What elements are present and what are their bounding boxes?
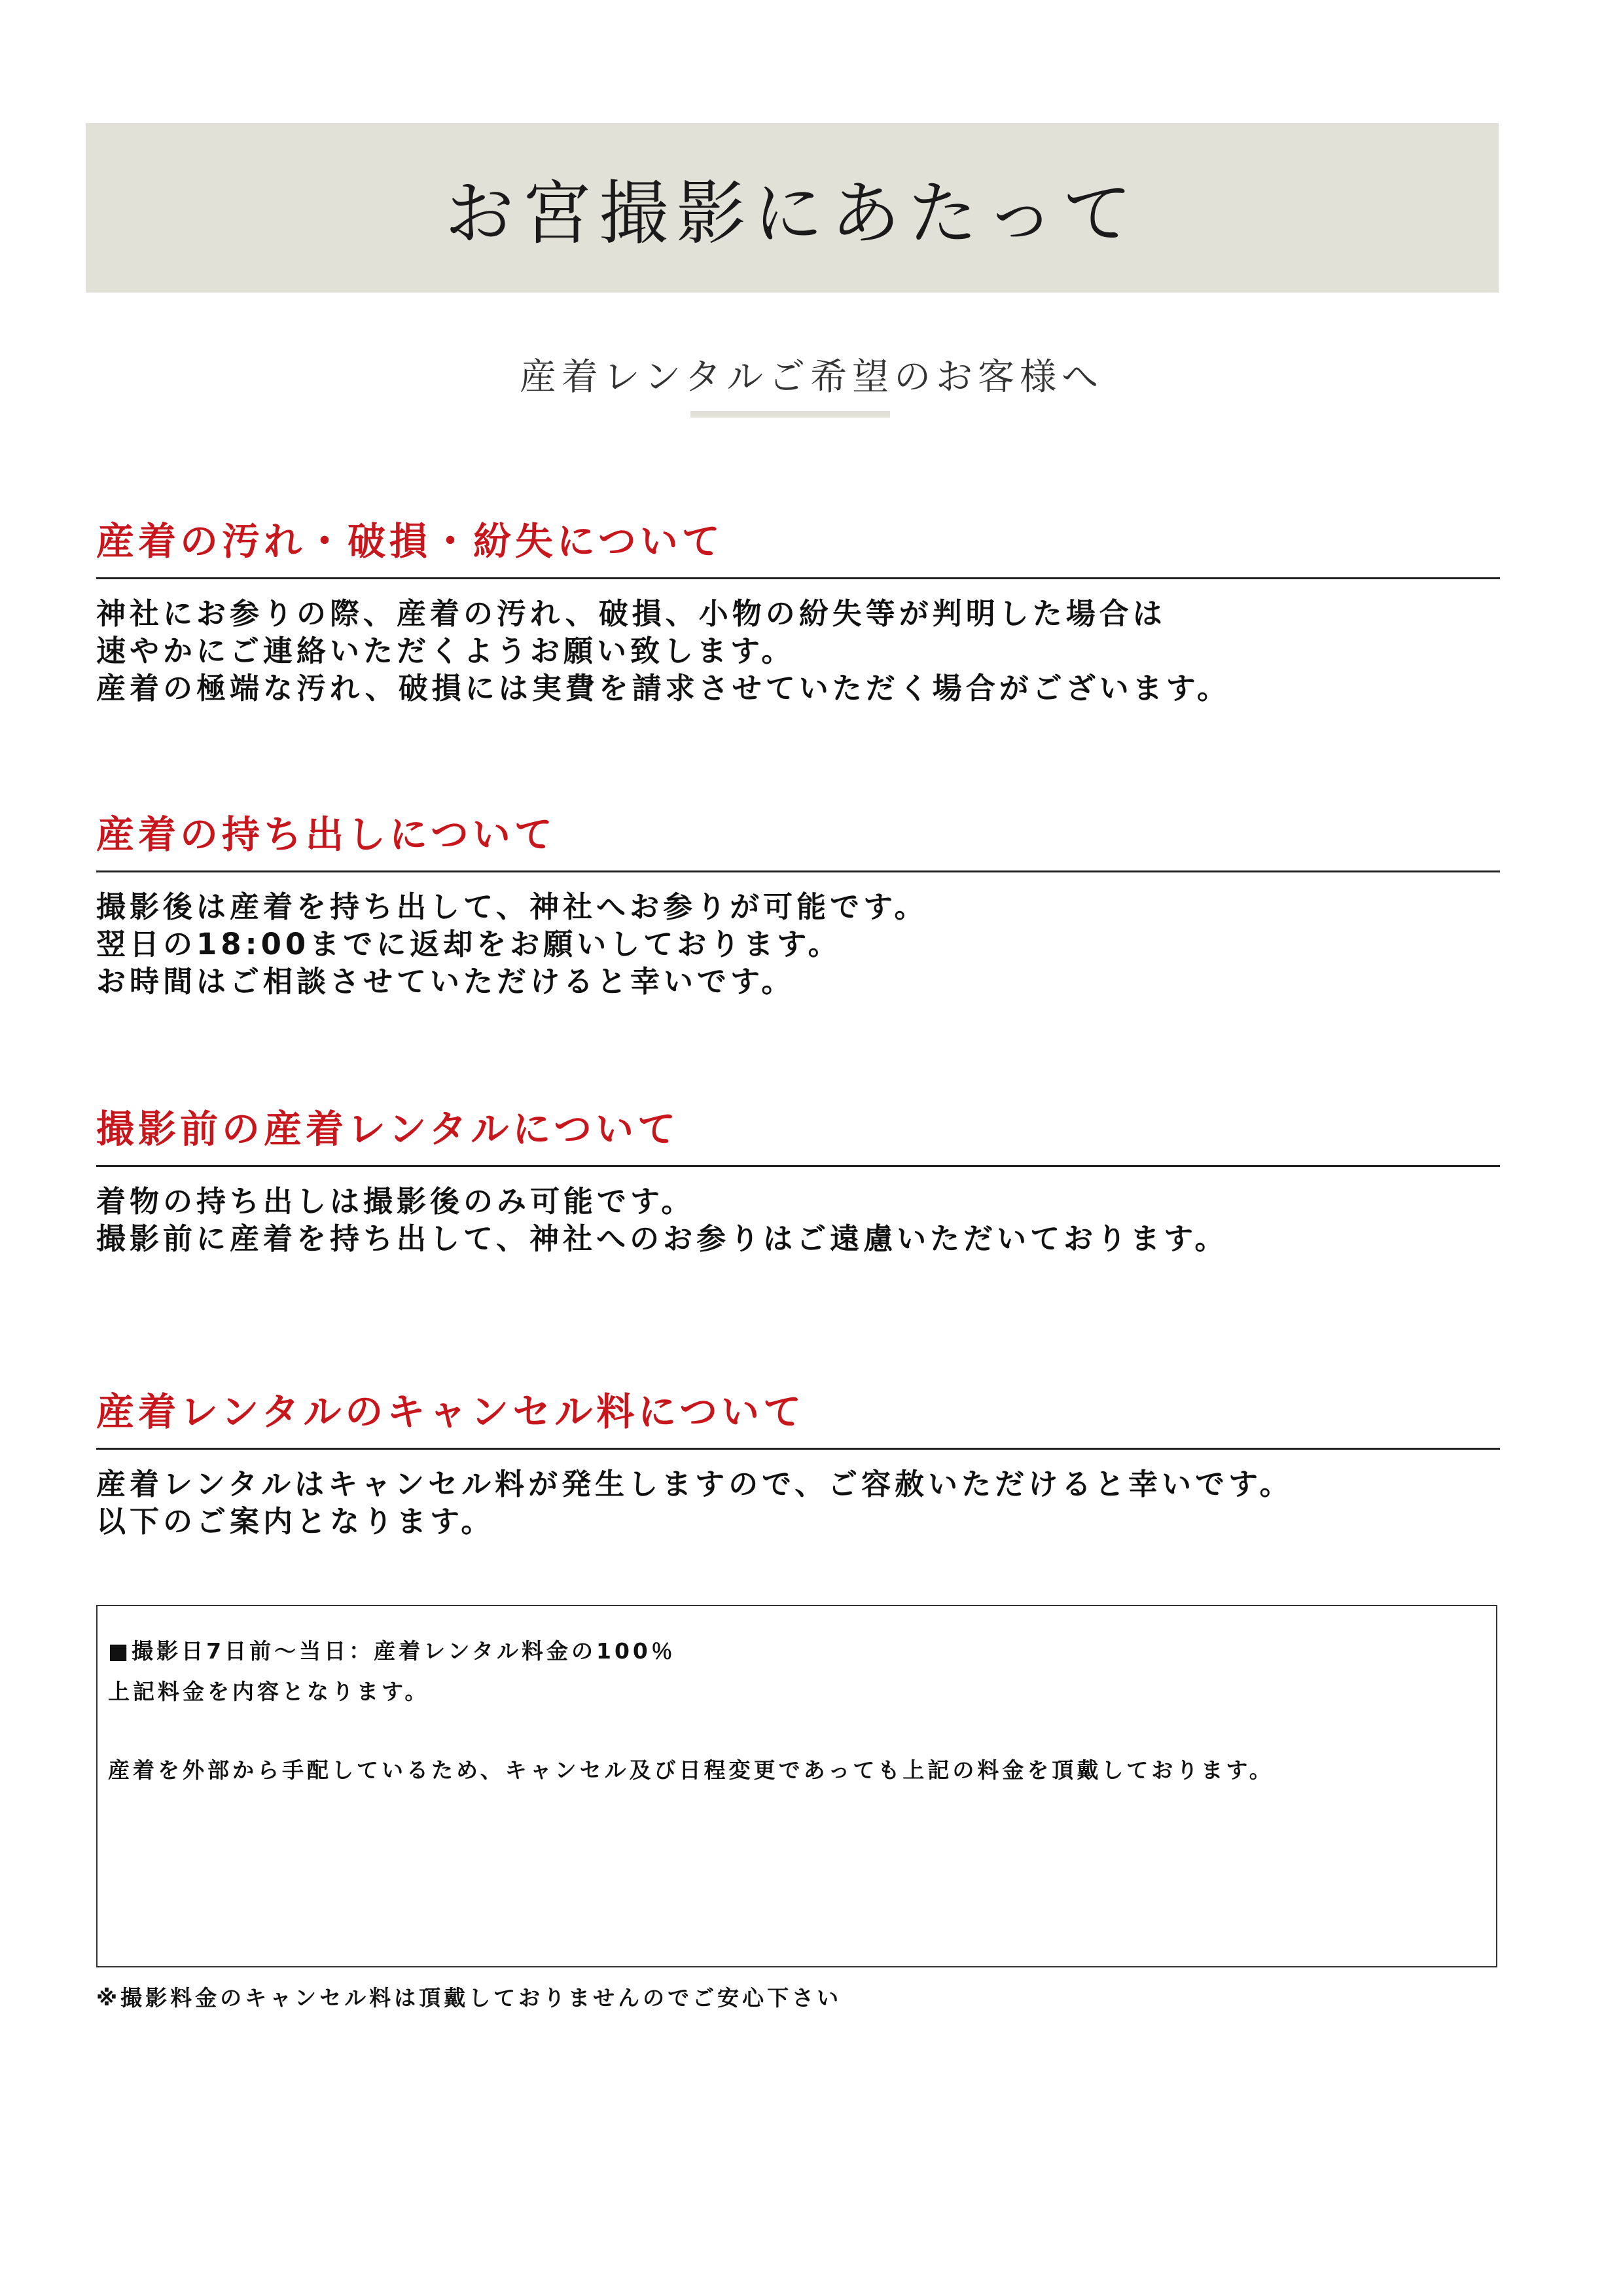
section-heading: 産着の汚れ・破損・紛失について — [96, 519, 724, 564]
section-divider — [96, 870, 1500, 872]
cancellation-fee-box — [96, 1605, 1497, 1967]
fee-line: 上記料金を内容となります。 — [108, 1679, 430, 1704]
section-body — [96, 1183, 1500, 1257]
body-line: 神社にお参りの際、産着の汚れ、破損、小物の紛失等が判明した場合は — [96, 596, 1166, 631]
body-line: お時間はご相談させていただけると幸いです。 — [96, 964, 795, 999]
section-divider — [96, 1448, 1500, 1450]
section-heading: 産着の持ち出しについて — [96, 812, 556, 857]
page-title: お宮撮影にあたって — [444, 173, 1140, 254]
body-line: 撮影後は産着を持ち出して、神社へお参りが可能です。 — [96, 889, 928, 924]
footnote: ※撮影料金のキャンセル料は頂戴しておりませんのでご安心下さい — [96, 1985, 842, 2011]
spacer — [108, 1712, 1486, 1750]
page-subtitle: 産着レンタルご希望のお客様へ — [519, 356, 1104, 399]
section-body — [96, 888, 1500, 1000]
section-heading: 撮影前の産着レンタルについて — [96, 1107, 680, 1151]
fee-line: ■撮影日7日前～当日：産着レンタル料金の100％ — [108, 1638, 676, 1664]
body-line: 翌日の18:00までに返却をお願いしております。 — [96, 927, 842, 961]
body-line: 着物の持ち出しは撮影後のみ可能です。 — [96, 1184, 695, 1219]
section-pre-shoot-rental — [96, 1100, 1500, 1257]
section-stain-damage-loss — [96, 512, 1500, 707]
section-divider — [96, 1165, 1500, 1167]
subtitle-underline — [690, 411, 890, 418]
title-banner — [86, 123, 1499, 293]
section-body — [96, 1465, 1500, 1540]
body-line: 産着の極端な汚れ、破損には実費を請求させていただく場合がございます。 — [96, 671, 1231, 706]
section-cancellation-fee — [96, 1382, 1500, 1540]
section-heading: 産着レンタルのキャンセル料について — [96, 1390, 806, 1434]
body-line: 以下のご案内となります。 — [96, 1504, 495, 1539]
fee-note: 産着を外部から手配しているため、キャンセル及び日程変更であっても上記の料金を頂戴しております。 — [108, 1757, 1274, 1783]
section-body — [96, 595, 1500, 707]
section-divider — [96, 577, 1500, 579]
body-line: 産着レンタルはキャンセル料が発生しますので、ご容赦いただけると幸いです。 — [96, 1467, 1293, 1501]
body-line: 撮影前に産着を持ち出して、神社へのお参りはご遠慮いただいております。 — [96, 1221, 1228, 1256]
section-take-out — [96, 805, 1500, 1000]
body-line: 速やかにご連絡いただくようお願い致します。 — [96, 634, 795, 668]
